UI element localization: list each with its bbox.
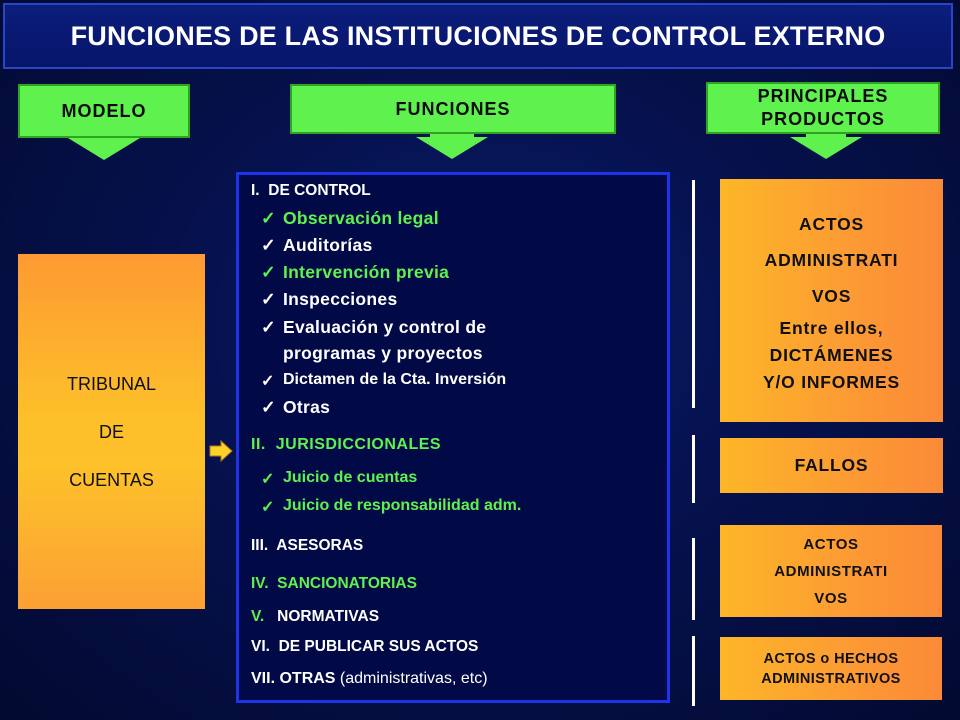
section-num: II.: [251, 436, 266, 453]
check-icon: ✓: [261, 373, 275, 390]
list-item: ✓ Juicio de responsabilidad adm.: [261, 497, 522, 516]
check-icon: ✓: [261, 208, 276, 228]
section-num: V.: [251, 608, 265, 625]
section-label: DE PUBLICAR SUS ACTOS: [278, 638, 479, 655]
separator-bar: [692, 538, 695, 620]
list-item: ✓ Dictamen de la Cta. Inversión: [261, 371, 507, 390]
product-actos-administrativos: [720, 525, 942, 617]
right-arrow-icon: [209, 440, 233, 462]
product1-line5: DICTÁMENES: [769, 344, 894, 365]
section-label: ASESORAS: [276, 537, 364, 554]
tribunal-de-cuentas-box: [18, 254, 205, 609]
check-icon: ✓: [261, 235, 276, 255]
tribunal-line1: TRIBUNAL: [66, 373, 156, 394]
section-label: SANCIONATORIAS: [277, 575, 417, 592]
product-actos-o-hechos: [720, 637, 942, 700]
down-arrow-productos-icon: [790, 137, 862, 159]
title-banner: [3, 3, 953, 69]
separator-bar: [692, 435, 695, 503]
section-num: VII.: [251, 670, 276, 687]
check-icon: ✓: [261, 499, 275, 516]
product1-line3: VOS: [811, 285, 852, 306]
header-funciones: [290, 84, 616, 134]
list-item: ✓ Intervención previa: [261, 262, 450, 282]
product1-line6: Y/O INFORMES: [763, 371, 900, 392]
list-item-continuation: programas y proyectos: [283, 343, 483, 363]
section-num: VI.: [251, 638, 270, 655]
list-item: ✓ Auditorías: [261, 235, 373, 255]
product4-line2: ADMINISTRATIVOS: [761, 670, 901, 687]
check-icon: ✓: [261, 397, 276, 417]
product2-label: FALLOS: [794, 455, 869, 475]
check-icon: ✓: [261, 471, 275, 488]
section-de-control: [251, 182, 371, 200]
section-asesoras: [251, 537, 363, 555]
section-label: DE CONTROL: [268, 182, 371, 199]
section-sancionatorias: [251, 575, 417, 593]
check-icon: ✓: [261, 289, 276, 309]
check-icon: ✓: [261, 317, 276, 337]
separator-bar: [692, 636, 695, 706]
section-jurisdiccionales: [251, 436, 441, 454]
check-icon: ✓: [261, 262, 276, 282]
separator-bar: [692, 180, 695, 408]
product3-line3: VOS: [814, 589, 848, 607]
header-modelo-label: MODELO: [61, 100, 147, 121]
product1-line4: Entre ellos,: [779, 317, 884, 338]
list-item: ✓ Evaluación y control de: [261, 317, 487, 337]
section-label: JURISDICCIONALES: [275, 436, 442, 453]
page-title: FUNCIONES DE LAS INSTITUCIONES DE CONTROL EXTERNO: [70, 20, 886, 51]
header-productos-line2: PRODUCTOS: [761, 109, 885, 129]
list-item: ✓ Otras: [261, 397, 331, 417]
section-num: I.: [251, 182, 260, 199]
product3-line2: ADMINISTRATI: [774, 562, 888, 580]
section-label: NORMATIVAS: [277, 608, 380, 625]
product-fallos: [720, 438, 943, 493]
section-otras: [251, 670, 488, 688]
section-normativas: [251, 608, 379, 626]
list-item: ✓ Inspecciones: [261, 289, 398, 309]
section-num: IV.: [251, 575, 269, 592]
down-arrow-funciones-icon: [416, 137, 488, 159]
product1-line2: ADMINISTRATI: [764, 249, 899, 270]
product-actos-administrativos-dictamenes: [720, 179, 943, 422]
list-item: ✓ Observación legal: [261, 208, 439, 228]
tribunal-line3: CUENTAS: [69, 469, 154, 490]
section-extra: (administrativas, etc): [339, 670, 488, 687]
header-productos-line1: PRINCIPALES: [757, 86, 889, 106]
section-num: III.: [251, 537, 269, 554]
tribunal-line2: DE: [98, 421, 124, 442]
header-productos: [706, 82, 940, 134]
product4-line1: ACTOS o HECHOS: [763, 650, 899, 667]
section-publicar: [251, 638, 478, 656]
functions-list-box: [236, 172, 670, 703]
section-label: OTRAS: [279, 670, 336, 687]
down-arrow-modelo-icon: [68, 138, 140, 160]
list-item: ✓ Juicio de cuentas: [261, 469, 418, 488]
product3-line1: ACTOS: [803, 535, 859, 553]
product1-line1: ACTOS: [799, 213, 864, 234]
header-funciones-label: FUNCIONES: [395, 98, 511, 119]
header-modelo: [18, 84, 190, 138]
